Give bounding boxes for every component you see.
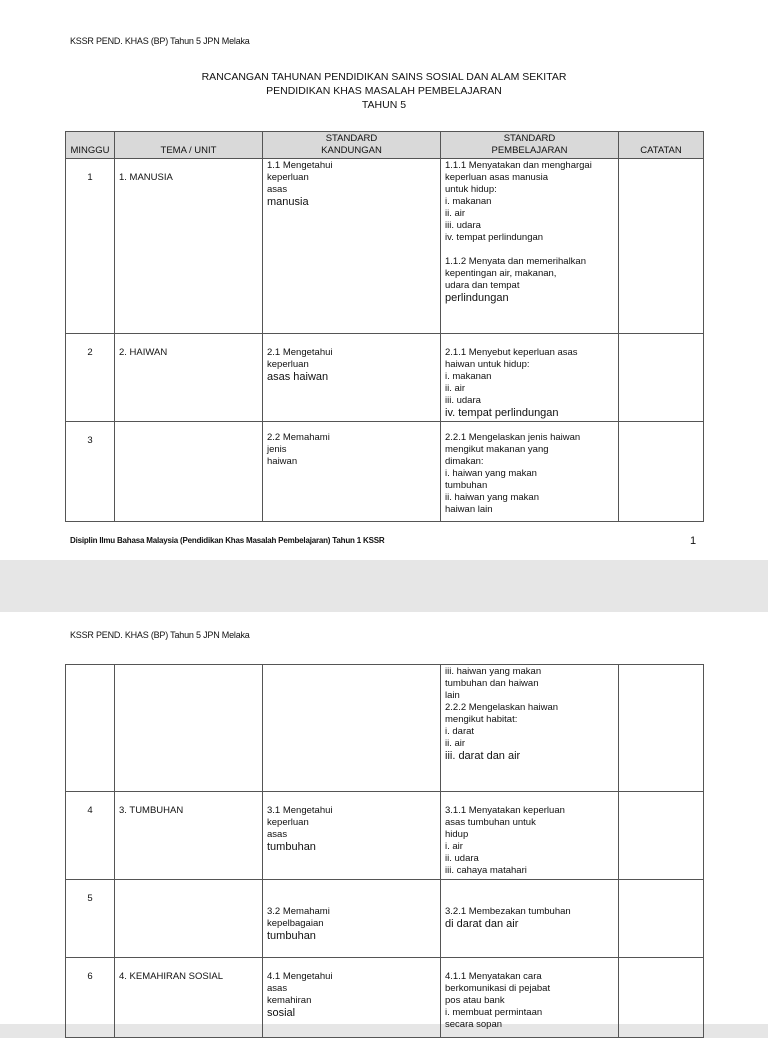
pembelajaran-line: keperluan asas manusia	[445, 172, 548, 183]
pembelajaran-line: iii. udara	[445, 220, 481, 231]
col-header-minggu: MINGGU	[66, 132, 115, 159]
pembelajaran-line: ii. air	[445, 383, 466, 394]
pembelajaran-line: ii. air	[445, 738, 466, 749]
kandungan-line: keperluan	[267, 817, 309, 828]
col-header-standard-kandungan	[263, 132, 441, 159]
kandungan-line: asas haiwan	[267, 371, 329, 383]
kandungan-line: 1.1 Mengetahui	[267, 160, 333, 171]
pembelajaran-line: haiwan lain	[445, 504, 493, 515]
catatan-cell	[619, 334, 704, 422]
title-line-3: TAHUN 5	[361, 99, 407, 111]
catatan-cell	[619, 880, 704, 958]
kandungan-line: 2.2 Memahami	[267, 432, 330, 443]
kandungan-cell	[263, 422, 441, 522]
pembelajaran-line: 2.2.1 Mengelaskan jenis haiwan	[445, 432, 581, 443]
pembelajaran-line: i. membuat permintaan	[445, 1007, 543, 1018]
pembelajaran-line: iv. tempat perlindungan	[445, 232, 544, 243]
kandungan-line: asas	[267, 983, 288, 994]
table-header-row	[66, 132, 704, 159]
kandungan-cell	[263, 792, 441, 880]
table-row	[66, 958, 704, 1038]
title-line-2: PENDIDIKAN KHAS MASALAH PEMBELAJARAN	[266, 85, 502, 97]
col-header-kandungan-line-2: KANDUNGAN	[321, 145, 382, 156]
pembelajaran-line: haiwan untuk hidup:	[445, 359, 530, 370]
pembelajaran-line: lain	[445, 690, 460, 701]
pembelajaran-line: pos atau bank	[445, 995, 505, 1006]
kandungan-line: asas	[267, 184, 288, 195]
pembelajaran-line: kepentingan air, makanan,	[445, 268, 557, 279]
yearly-plan-table-continued	[65, 664, 704, 1038]
page-number: 1	[690, 535, 697, 547]
pembelajaran-line: iii. haiwan yang makan	[445, 666, 542, 677]
running-header: KSSR PEND. KHAS (BP) Tahun 5 JPN Melaka	[70, 630, 250, 640]
page-footer: Disiplin Ilmu Bahasa Malaysia (Pendidikan Khas Masalah Pembelajaran) Tahun 1 KSSR	[70, 536, 385, 545]
yearly-plan-table	[65, 131, 704, 522]
pembelajaran-line: i. air	[445, 841, 463, 852]
pembelajaran-line: 2.2.2 Mengelaskan haiwan	[445, 702, 559, 713]
pembelajaran-cell	[441, 958, 619, 1038]
pembelajaran-line: ii. udara	[445, 853, 479, 864]
pembelajaran-line: 3.1.1 Menyatakan keperluan	[445, 805, 565, 816]
minggu-cell: 4	[66, 792, 115, 880]
table-row	[66, 334, 704, 422]
kandungan-line: 2.1 Mengetahui	[267, 347, 333, 358]
kandungan-line: tumbuhan	[267, 841, 316, 853]
minggu-cell	[66, 665, 115, 792]
document-title	[0, 70, 768, 112]
kandungan-cell	[263, 334, 441, 422]
pembelajaran-line: tumbuhan	[445, 480, 488, 491]
pembelajaran-cell	[441, 880, 619, 958]
minggu-cell: 5	[66, 880, 115, 958]
pembelajaran-line: di darat dan air	[445, 918, 519, 930]
kandungan-line: tumbuhan	[267, 930, 316, 942]
kandungan-line: 3.2 Memahami	[267, 906, 330, 917]
pembelajaran-line: ii. haiwan yang makan	[445, 492, 539, 503]
pembelajaran-line: 1.1.2 Menyata dan memerihalkan	[445, 256, 586, 267]
pembelajaran-line: hidup	[445, 829, 469, 840]
pembelajaran-line: berkomunikasi di pejabat	[445, 983, 551, 994]
kandungan-cell	[263, 880, 441, 958]
pembelajaran-line: asas tumbuhan untuk	[445, 817, 536, 828]
tema-cell	[115, 422, 263, 522]
pembelajaran-line: iii. udara	[445, 395, 481, 406]
pembelajaran-line: i. haiwan yang makan	[445, 468, 537, 479]
catatan-cell	[619, 665, 704, 792]
table-row	[66, 422, 704, 522]
minggu-cell: 1	[66, 159, 115, 334]
table-row	[66, 880, 704, 958]
col-header-pembelajaran-line-1: STANDARD	[503, 133, 556, 144]
pembelajaran-line: i. makanan	[445, 196, 492, 207]
tema-cell	[115, 880, 263, 958]
kandungan-cell	[263, 159, 441, 334]
pembelajaran-line: secara sopan	[445, 1019, 503, 1030]
pembelajaran-line: tumbuhan dan haiwan	[445, 678, 539, 689]
pembelajaran-line: ii. air	[445, 208, 466, 219]
kandungan-line: kepelbagaian	[267, 918, 324, 929]
kandungan-line: haiwan	[267, 456, 298, 467]
minggu-cell: 3	[66, 422, 115, 522]
pembelajaran-cell	[441, 334, 619, 422]
tema-cell: 3. TUMBUHAN	[115, 792, 263, 880]
pembelajaran-cell	[441, 422, 619, 522]
kandungan-cell	[263, 958, 441, 1038]
pembelajaran-line: iv. tempat perlindungan	[445, 407, 559, 419]
pembelajaran-line: perlindungan	[445, 292, 509, 304]
pembelajaran-line: mengikut habitat:	[445, 714, 518, 725]
tema-cell: 4. KEMAHIRAN SOSIAL	[115, 958, 263, 1038]
pembelajaran-cell	[441, 665, 619, 792]
pembelajaran-line: i. darat	[445, 726, 475, 737]
kandungan-line: sosial	[267, 1007, 296, 1019]
kandungan-line: keperluan	[267, 359, 309, 370]
title-line-1: RANCANGAN TAHUNAN PENDIDIKAN SAINS SOSIAL DAN ALAM SEKITAR	[201, 71, 567, 83]
col-header-kandungan-line-1: STANDARD	[325, 133, 378, 144]
pembelajaran-line: 4.1.1 Menyatakan cara	[445, 971, 542, 982]
kandungan-line: manusia	[267, 196, 309, 208]
minggu-cell: 6	[66, 958, 115, 1038]
kandungan-line: 3.1 Mengetahui	[267, 805, 333, 816]
pembelajaran-cell	[441, 159, 619, 334]
document-page-2	[0, 612, 768, 1030]
kandungan-line: jenis	[267, 444, 287, 455]
pembelajaran-line: dimakan:	[445, 456, 484, 467]
pembelajaran-line: udara dan tempat	[445, 280, 520, 291]
minggu-cell: 2	[66, 334, 115, 422]
running-header: KSSR PEND. KHAS (BP) Tahun 5 JPN Melaka	[70, 36, 250, 46]
catatan-cell	[619, 159, 704, 334]
kandungan-line: 4.1 Mengetahui	[267, 971, 333, 982]
col-header-catatan: CATATAN	[619, 132, 704, 159]
kandungan-line: keperluan	[267, 172, 309, 183]
pembelajaran-cell	[441, 792, 619, 880]
table-row	[66, 792, 704, 880]
pembelajaran-line: 3.2.1 Membezakan tumbuhan	[445, 906, 571, 917]
catatan-cell	[619, 958, 704, 1038]
pembelajaran-line: i. makanan	[445, 371, 492, 382]
kandungan-line: asas	[267, 829, 288, 840]
col-header-pembelajaran-line-2: PEMBELAJARAN	[491, 145, 568, 156]
catatan-cell	[619, 422, 704, 522]
pembelajaran-line: untuk hidup:	[445, 184, 497, 195]
kandungan-line: kemahiran	[267, 995, 312, 1006]
catatan-cell	[619, 792, 704, 880]
pembelajaran-line: 1.1.1 Menyatakan dan menghargai	[445, 160, 592, 171]
col-header-standard-pembelajaran	[441, 132, 619, 159]
table-row	[66, 159, 704, 334]
col-header-tema: TEMA / UNIT	[115, 132, 263, 159]
kandungan-cell	[263, 665, 441, 792]
tema-cell	[115, 665, 263, 792]
pembelajaran-line: 2.1.1 Menyebut keperluan asas	[445, 347, 578, 358]
table-row	[66, 665, 704, 792]
pembelajaran-line: iii. cahaya matahari	[445, 865, 527, 876]
tema-cell: 2. HAIWAN	[115, 334, 263, 422]
tema-cell: 1. MANUSIA	[115, 159, 263, 334]
pembelajaran-line: mengikut makanan yang	[445, 444, 549, 455]
pembelajaran-line: iii. darat dan air	[445, 750, 521, 762]
